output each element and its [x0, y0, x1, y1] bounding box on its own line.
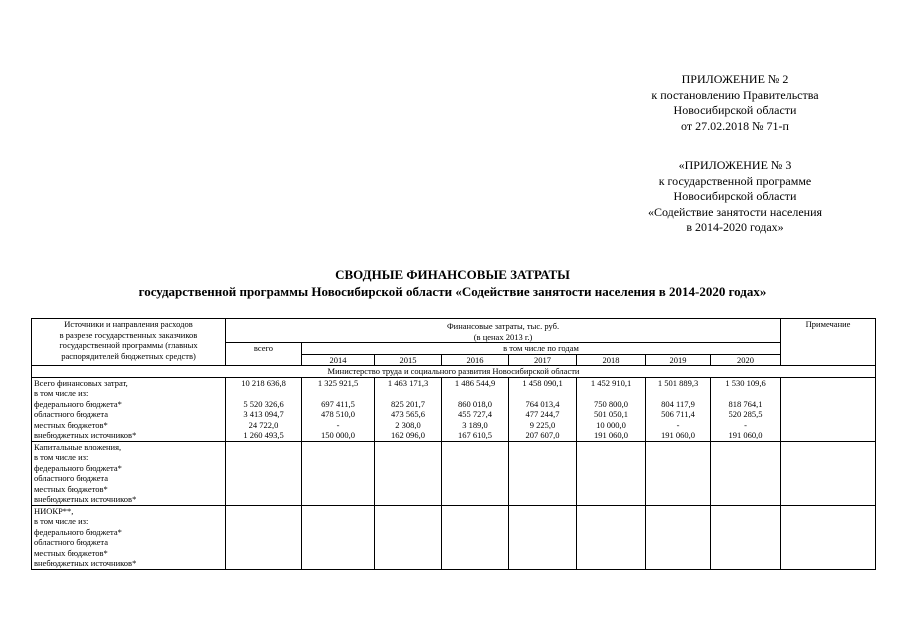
section-labels-cell [32, 441, 226, 505]
empty-cell [509, 441, 577, 505]
empty-cell [577, 441, 646, 505]
appendix-line: «ПРИЛОЖЕНИЕ № 3 [678, 158, 792, 172]
ministry-row [32, 366, 876, 378]
value-cell: 697 411,5 [321, 398, 355, 409]
value-cell: 10 218 636,8 [241, 377, 286, 388]
note-cell [781, 441, 876, 505]
row-label: внебюджетных источников* [34, 558, 137, 568]
value-cell: 191 060,0 [728, 430, 763, 440]
value-column-2019 [646, 377, 711, 441]
appendix-line: Новосибирской области [673, 103, 797, 117]
empty-cell [711, 505, 781, 569]
year-2017: 2017 [509, 354, 577, 366]
value-cell: 501 050,1 [594, 409, 628, 419]
header-by-year: в том числе по годам [302, 343, 781, 355]
empty-cell [577, 505, 646, 569]
value-column-total [226, 377, 302, 441]
value-cell: 804 117,9 [661, 398, 695, 409]
value-cell: - [336, 419, 340, 430]
value-column-2016 [442, 377, 509, 441]
value-cell: 1 530 109,6 [725, 377, 766, 388]
note-cell [781, 377, 876, 441]
empty-cell [302, 441, 375, 505]
row-label: областного бюджета [34, 409, 109, 419]
value-cell: - [676, 419, 680, 430]
section-labels-cell [32, 377, 226, 441]
header-source-line: распорядителей бюджетных средств) [61, 350, 196, 361]
value-cell: 750 800,0 [594, 398, 628, 409]
ministry-name: Министерство труда и социального развития Новосибирской области [32, 366, 876, 378]
appendix-line: от 27.02.2018 № 71-п [681, 118, 789, 133]
year-2018: 2018 [577, 354, 646, 366]
empty-cell [711, 441, 781, 505]
section-capital-investments [32, 441, 876, 505]
value-cell: 1 325 921,5 [317, 377, 359, 388]
year-2016: 2016 [442, 354, 509, 366]
empty-cell [509, 505, 577, 569]
row-label: федерального бюджета* [34, 462, 122, 473]
value-cell: 207 607,0 [525, 430, 560, 440]
value-cell: 764 013,4 [525, 398, 560, 409]
header-note-label: Примечание [805, 319, 851, 329]
header-costs-subtitle: (в ценах 2013 г.) [473, 331, 533, 342]
row-label: в том числе из: [34, 452, 89, 462]
value-column-2017 [509, 377, 577, 441]
row-label: Капитальные вложения, [34, 441, 122, 452]
empty-cell [442, 441, 509, 505]
empty-cell [442, 505, 509, 569]
value-cell: 9 225,0 [529, 419, 556, 430]
value-cell: 3 413 094,7 [243, 409, 284, 419]
value-cell: 473 565,6 [391, 409, 425, 419]
year-2015: 2015 [375, 354, 442, 366]
empty-cell [375, 441, 442, 505]
empty-cell [302, 505, 375, 569]
section-total-costs [32, 377, 876, 441]
row-label: внебюджетных источников* [34, 494, 137, 504]
row-label: внебюджетных источников* [34, 430, 137, 440]
appendix-2-header [600, 72, 870, 134]
financial-costs-table [31, 318, 876, 570]
header-row-1 [32, 319, 876, 343]
header-source-line: государственной программы (главных [59, 340, 198, 350]
row-label: областного бюджета [34, 537, 109, 547]
note-cell [781, 505, 876, 569]
value-cell: 1 486 544,9 [454, 377, 496, 388]
section-research-development [32, 505, 876, 569]
appendix-3-header [600, 158, 870, 236]
value-cell: 5 520 326,6 [243, 398, 284, 409]
value-column-2015 [375, 377, 442, 441]
value-cell: 24 722,0 [248, 419, 279, 430]
empty-cell [646, 441, 711, 505]
appendix-line: Новосибирской области [673, 189, 797, 203]
empty-cell [375, 505, 442, 569]
value-cell: 825 201,7 [391, 398, 425, 409]
empty-cell [226, 505, 302, 569]
header-source-line: Источники и направления расходов [64, 319, 193, 329]
value-cell: 818 764,1 [728, 398, 763, 409]
header-note-cell [781, 319, 876, 366]
value-cell: 455 727,4 [458, 409, 492, 419]
row-label: местных бюджетов* [34, 547, 108, 558]
appendix-line: к государственной программе [658, 173, 812, 188]
appendix-line: «Содействие занятости населения [647, 204, 823, 219]
value-cell: 477 244,7 [525, 409, 560, 419]
value-cell: 2 308,0 [395, 419, 421, 430]
row-label: Всего финансовых затрат, [34, 377, 128, 388]
value-cell: 478 510,0 [321, 409, 355, 419]
section-labels-cell [32, 505, 226, 569]
document-title: СВОДНЫЕ ФИНАНСОВЫЕ ЗАТРАТЫ [335, 267, 570, 282]
value-cell: 1 452 910,1 [590, 377, 632, 388]
row-label: федерального бюджета* [34, 398, 122, 409]
value-column-2014 [302, 377, 375, 441]
value-cell: 1 501 889,3 [657, 377, 699, 388]
year-2019: 2019 [646, 354, 711, 366]
value-cell: 1 463 171,3 [387, 377, 429, 388]
header-costs-cell [226, 319, 781, 343]
value-cell: 10 000,0 [596, 419, 626, 430]
value-cell: - [744, 419, 747, 430]
value-cell: 3 189,0 [462, 419, 488, 430]
year-2020: 2020 [711, 354, 781, 366]
empty-cell [646, 505, 711, 569]
value-cell: 191 060,0 [594, 430, 628, 440]
empty-cell [226, 441, 302, 505]
appendix-line: ПРИЛОЖЕНИЕ № 2 [681, 72, 789, 86]
value-cell: 191 060,0 [661, 430, 695, 440]
row-label: НИОКР**, [34, 505, 74, 516]
row-label: в том числе из: [34, 388, 89, 398]
value-cell: 1 458 090,1 [522, 377, 563, 388]
header-costs-title: Финансовые затраты, тыс. руб. [446, 321, 560, 331]
value-cell: 506 711,4 [661, 409, 695, 419]
value-cell: 520 285,5 [728, 409, 763, 419]
value-column-2020 [711, 377, 781, 441]
header-source-cell [32, 319, 226, 366]
appendix-line: в 2014-2020 годах» [686, 220, 784, 234]
value-column-2018 [577, 377, 646, 441]
value-cell: 150 000,0 [321, 430, 355, 440]
header-total: всего [226, 343, 302, 366]
row-label: федерального бюджета* [34, 526, 122, 537]
value-cell: 162 096,0 [391, 430, 425, 440]
row-label: местных бюджетов* [34, 483, 108, 494]
appendix-line: к постановлению Правительства [651, 87, 819, 102]
year-2014: 2014 [302, 354, 375, 366]
header-source-line: в разрезе государственных заказчиков [59, 329, 198, 340]
value-cell: 1 260 493,5 [243, 430, 284, 440]
value-cell: 167 610,5 [458, 430, 492, 440]
value-cell: 860 018,0 [458, 398, 492, 409]
row-label: областного бюджета [34, 473, 109, 483]
row-label: местных бюджетов* [34, 419, 108, 430]
document-subtitle: государственной программы Новосибирской области «Содействие занятости населения в 2014-2020 годах» [138, 284, 767, 299]
row-label: в том числе из: [34, 516, 89, 526]
